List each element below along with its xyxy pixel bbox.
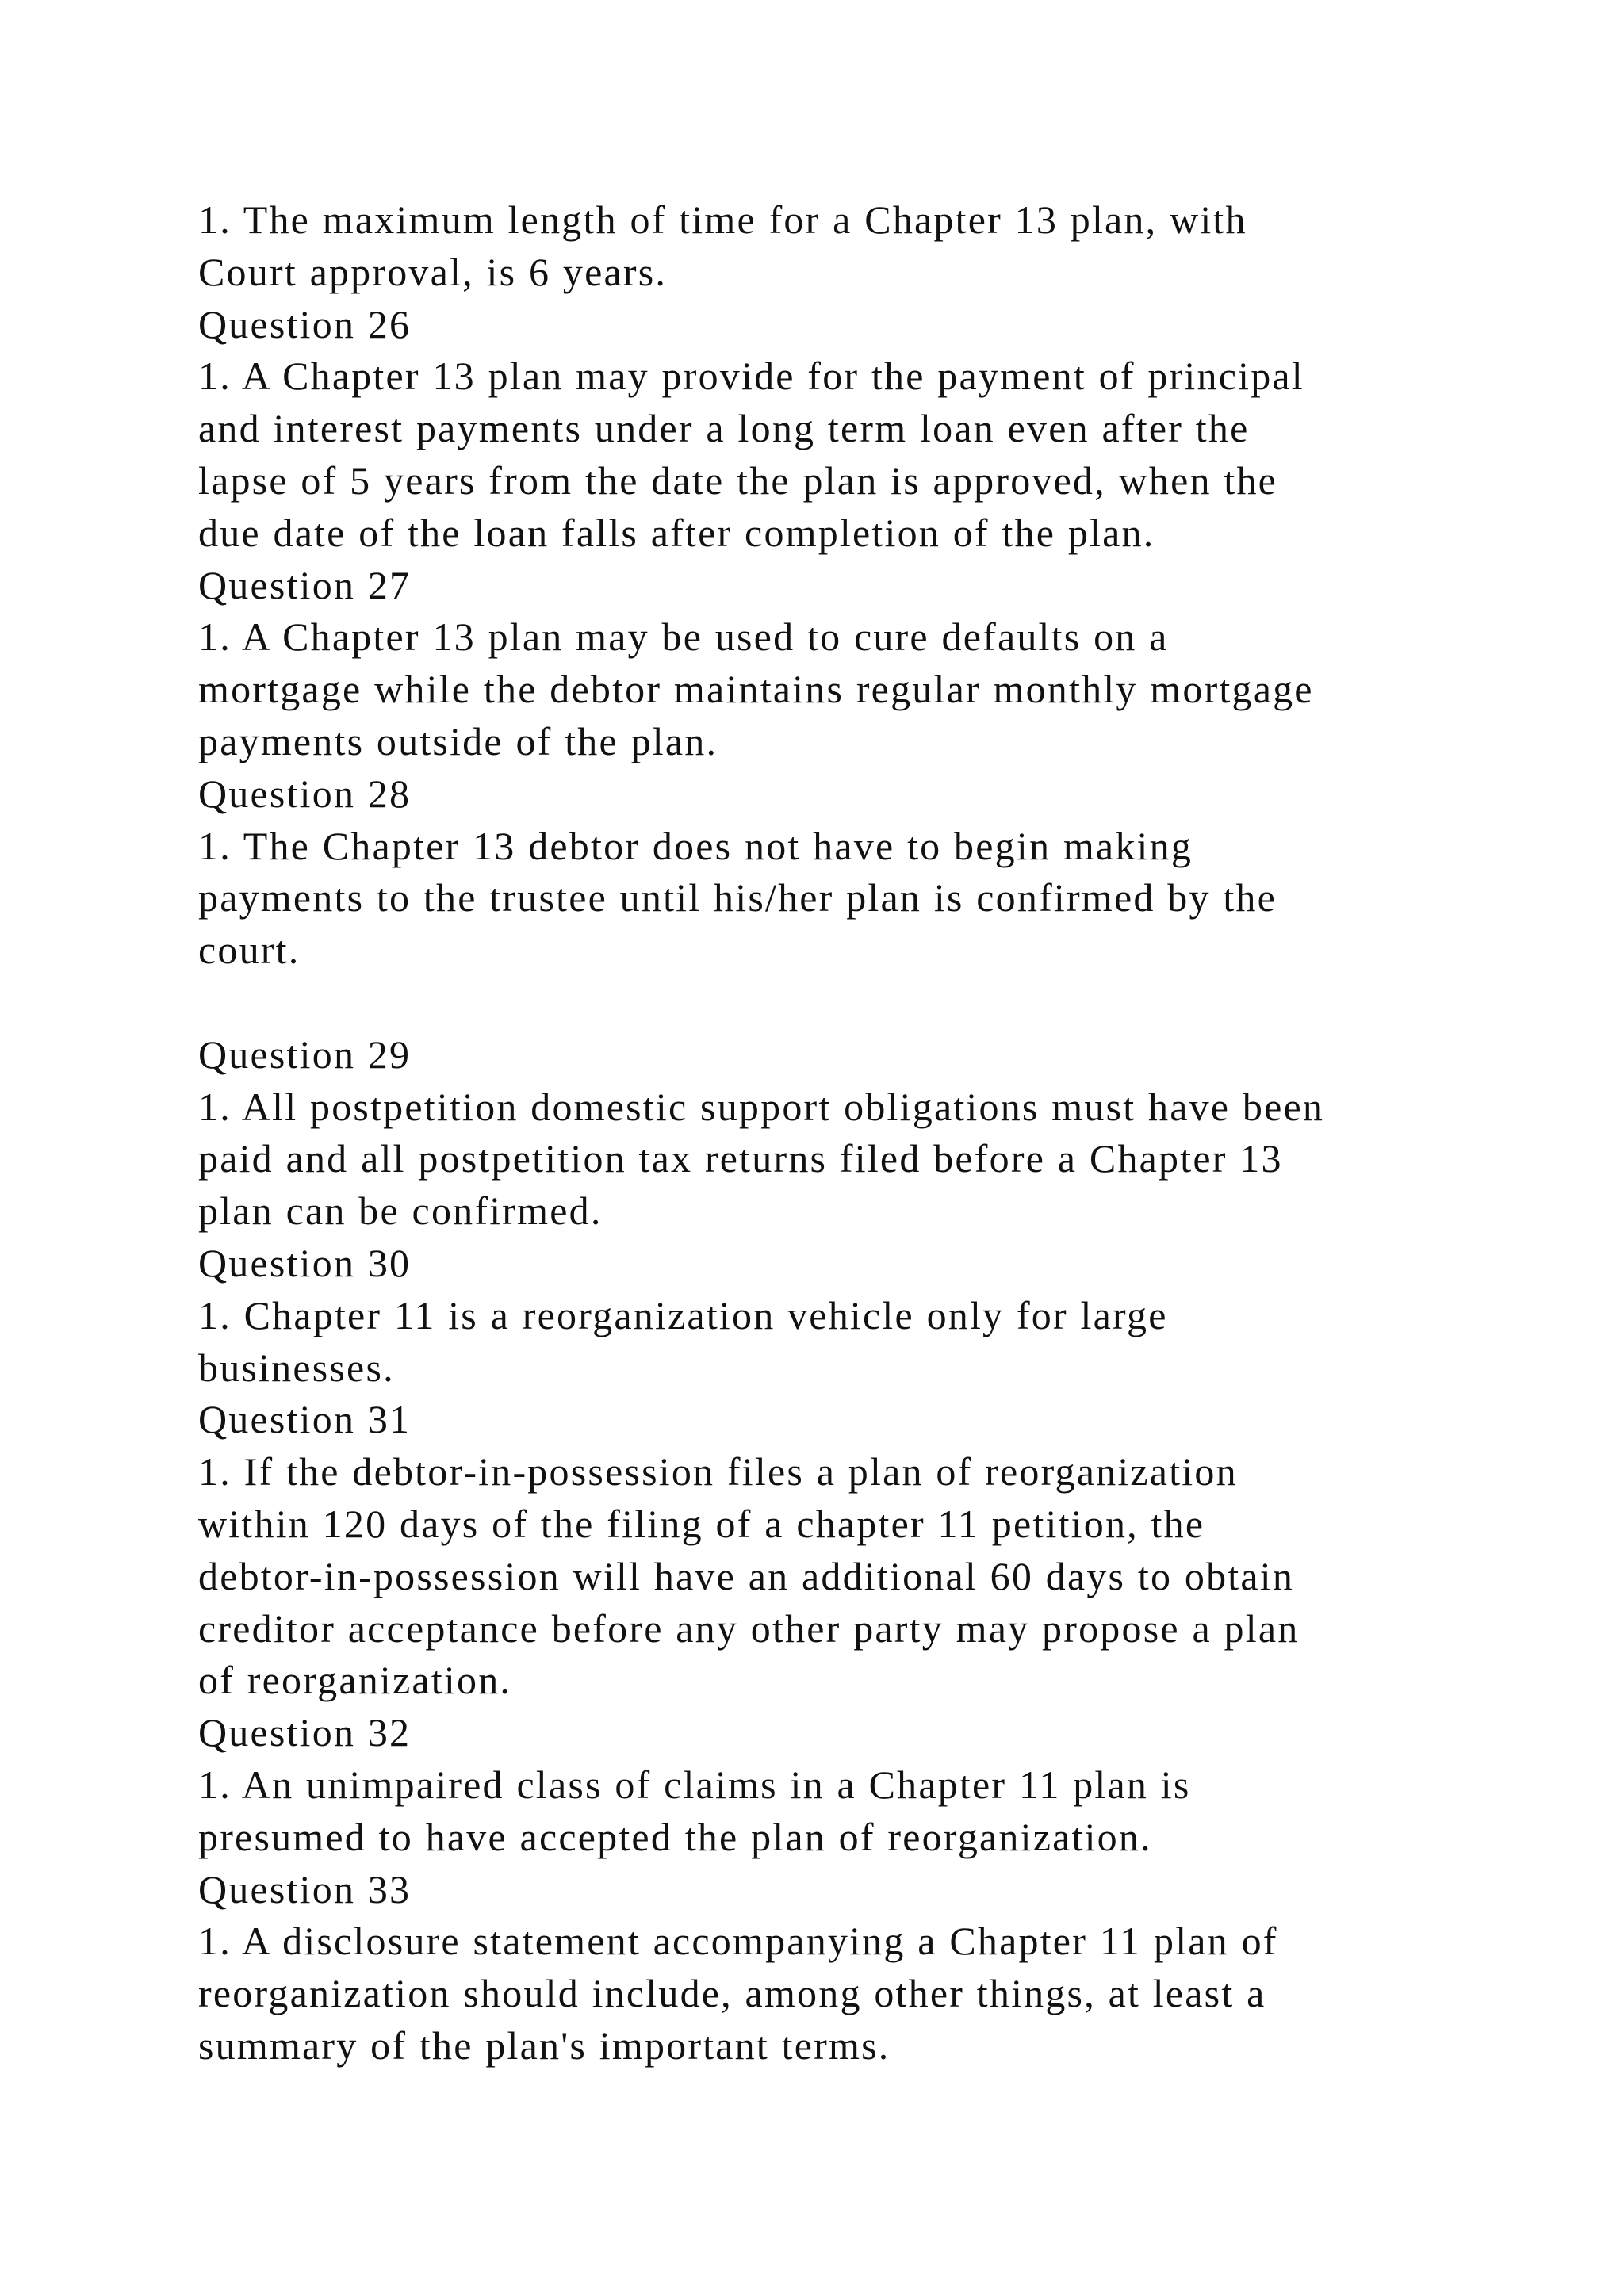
text-line: plan can be confirmed.: [198, 1188, 603, 1234]
question-heading: Question 30: [198, 1240, 412, 1285]
text-line: 1. Chapter 11 is a reorganization vehicle only for large: [198, 1292, 1168, 1337]
text-line: creditor acceptance before any other party may propose a plan: [198, 1605, 1300, 1651]
blank-line: [198, 977, 1499, 1029]
text-line: presumed to have accepted the plan of reorganization.: [198, 1814, 1152, 1859]
text-line: 1. All postpetition domestic support obligations must have been: [198, 1084, 1325, 1129]
text-line: and interest payments under a long term loan even after the: [198, 406, 1250, 451]
question-heading: Question 28: [198, 771, 412, 816]
text-line: debtor-in-possession will have an additional 60 days to obtain: [198, 1553, 1295, 1598]
text-line: payments outside of the plan.: [198, 718, 718, 763]
text-line: 1. If the debtor-in-possession files a plan of reorganization: [198, 1449, 1238, 1494]
text-line: businesses.: [198, 1345, 395, 1390]
question-heading: Question 32: [198, 1710, 412, 1755]
text-line: court.: [198, 928, 301, 973]
document-body: [198, 194, 1499, 2072]
text-line: of reorganization.: [198, 1658, 512, 1703]
text-line: mortgage while the debtor maintains regular monthly mortgage: [198, 667, 1314, 712]
text-line: paid and all postpetition tax returns filed before a Chapter 13: [198, 1136, 1283, 1181]
text-line: within 120 days of the filing of a chapter 11 petition, the: [198, 1501, 1205, 1546]
text-line: 1. The maximum length of time for a Chapter 13 plan, with: [198, 197, 1247, 242]
question-heading: Question 33: [198, 1866, 412, 1911]
text-line: payments to the trustee until his/her plan is confirmed by the: [198, 875, 1277, 920]
question-heading: Question 29: [198, 1031, 412, 1077]
text-line: 1. A Chapter 13 plan may provide for the payment of principal: [198, 354, 1304, 399]
text-line: summary of the plan's important terms.: [198, 2022, 891, 2068]
text-line: 1. A Chapter 13 plan may be used to cure defaults on a: [198, 614, 1169, 660]
text-line: 1. A disclosure statement accompanying a Chapter 11 plan of: [198, 1919, 1278, 1964]
question-heading: Question 26: [198, 301, 412, 346]
text-line: due date of the loan falls after completion of the plan.: [198, 510, 1155, 555]
text-line: lapse of 5 years from the date the plan is approved, when the: [198, 457, 1278, 503]
text-line: 1. An unimpaired class of claims in a Chapter 11 plan is: [198, 1762, 1191, 1807]
text-line: reorganization should include, among other things, at least a: [198, 1971, 1266, 2016]
text-line: 1. The Chapter 13 debtor does not have to begin making: [198, 823, 1193, 868]
text-line: Court approval, is 6 years.: [198, 249, 668, 294]
question-heading: Question 27: [198, 562, 412, 607]
question-heading: Question 31: [198, 1397, 412, 1442]
